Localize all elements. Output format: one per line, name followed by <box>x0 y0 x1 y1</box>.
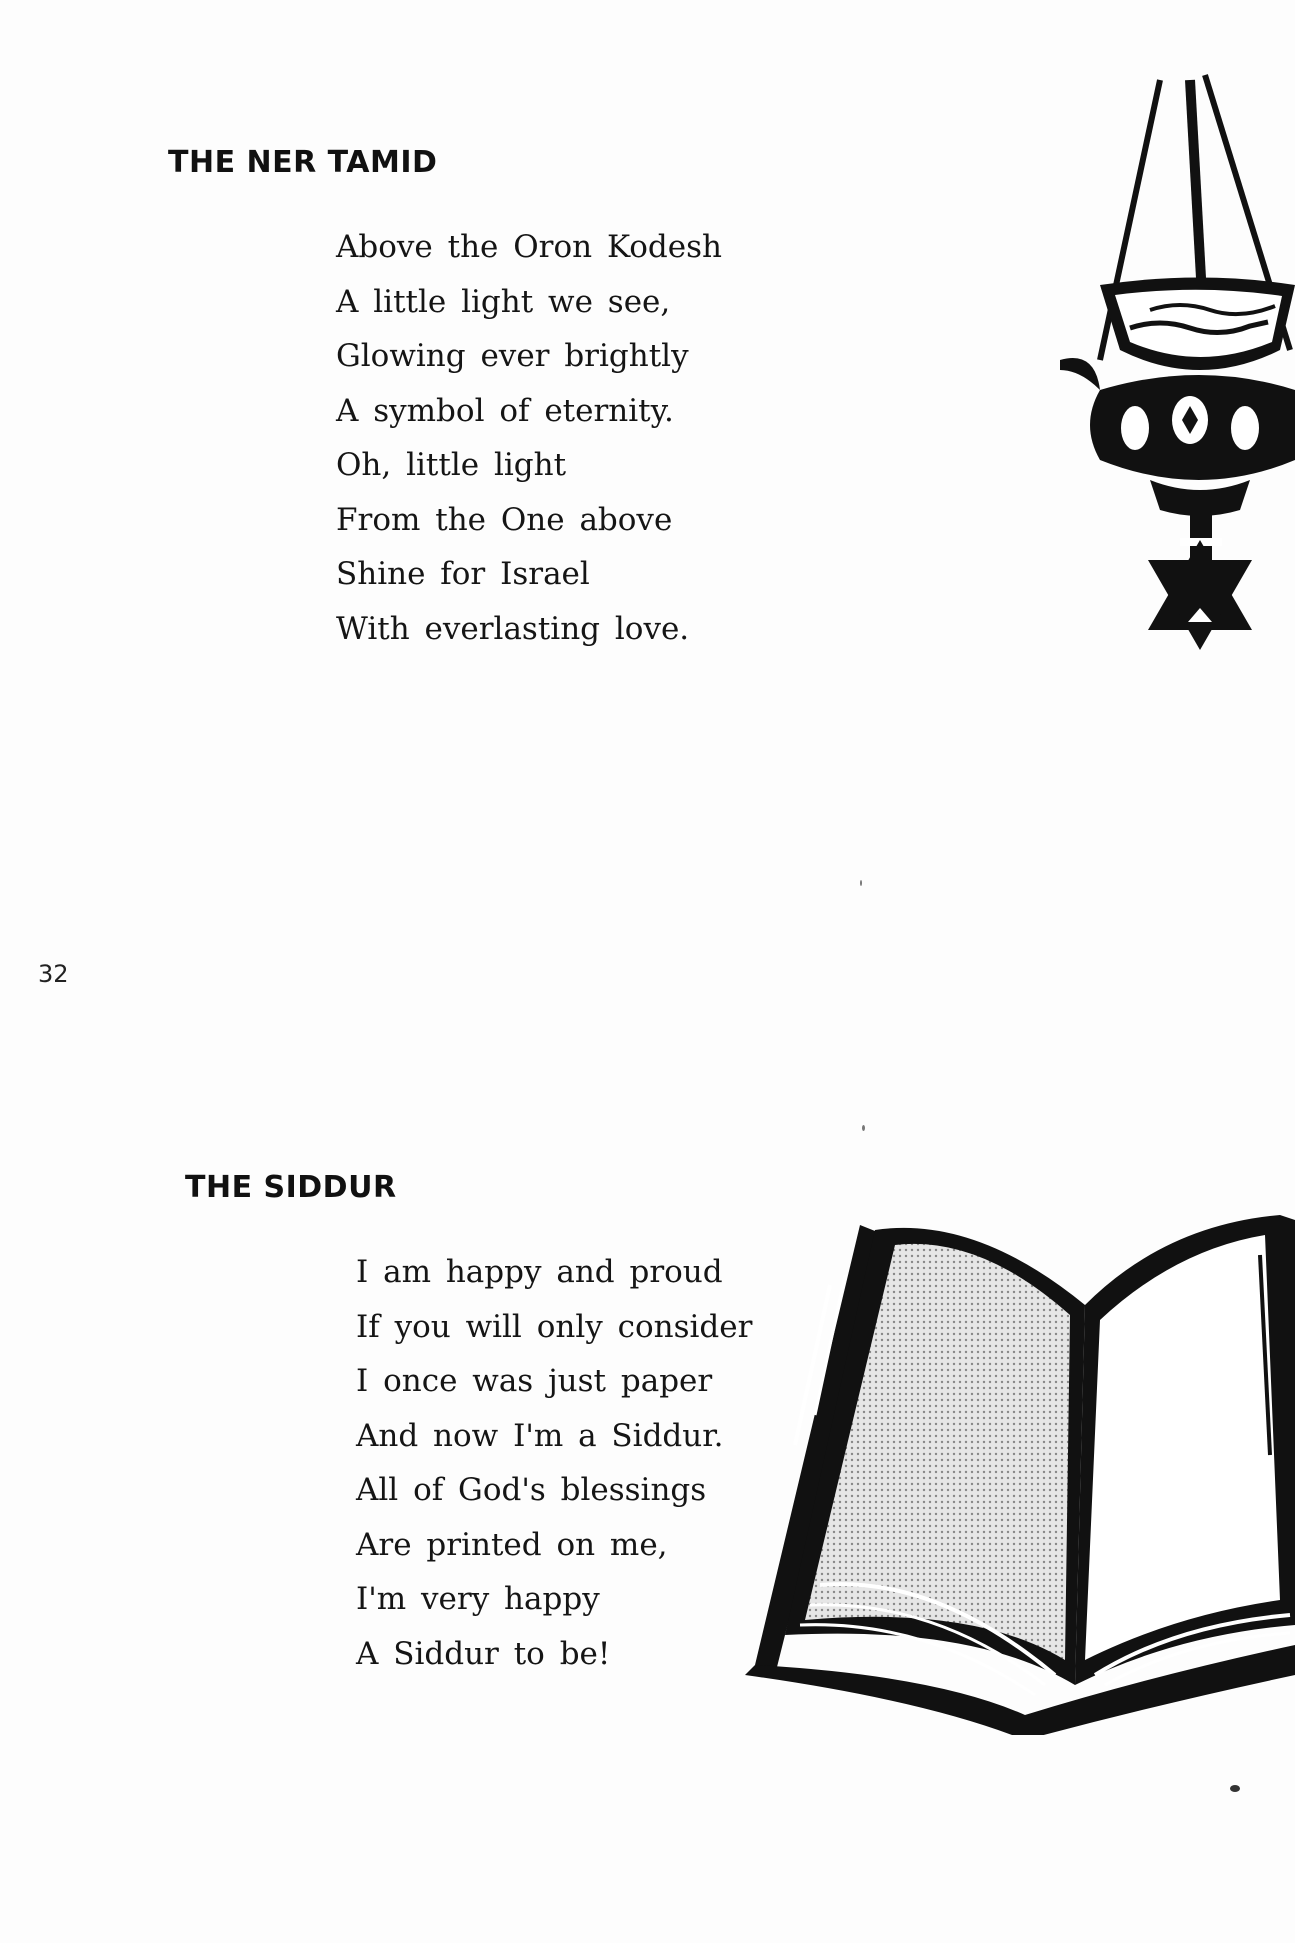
poem-line: All of God's blessings <box>356 1472 707 1508</box>
hanging-lamp-star-of-david-icon <box>1040 60 1295 660</box>
poem-line: I'm very happy <box>356 1581 600 1617</box>
poem-line: I am happy and proud <box>356 1254 723 1290</box>
poem-line: Oh, little light <box>336 447 567 483</box>
poem-line: A little light we see, <box>336 283 671 320</box>
section-title-siddur: THE SIDDUR <box>185 1170 397 1205</box>
poem-line: Above the Oron Kodesh <box>336 229 723 265</box>
page-number: 32 <box>38 960 69 988</box>
poem-line: And now I'm a Siddur. <box>356 1417 724 1454</box>
poem-ner-tamid <box>336 220 722 656</box>
poem-line: A symbol of eternity. <box>336 392 674 429</box>
poem-line: A Siddur to be! <box>356 1635 611 1672</box>
poem-line: If you will only consider <box>356 1308 753 1345</box>
poem-line: Shine for Israel <box>336 556 590 592</box>
poem-siddur <box>356 1245 752 1681</box>
poem-line: Glowing ever brightly <box>336 338 689 374</box>
poem-line: With everlasting love. <box>336 610 690 647</box>
open-book-icon <box>735 1205 1295 1735</box>
section-title-ner-tamid: THE NER TAMID <box>168 145 438 180</box>
ink-speck <box>1230 1785 1240 1792</box>
poem-line: From the One above <box>336 501 673 538</box>
poem-line: Are printed on me, <box>356 1526 668 1563</box>
ink-speck <box>860 880 862 886</box>
poem-line: I once was just paper <box>356 1363 713 1399</box>
ink-speck <box>862 1125 865 1131</box>
